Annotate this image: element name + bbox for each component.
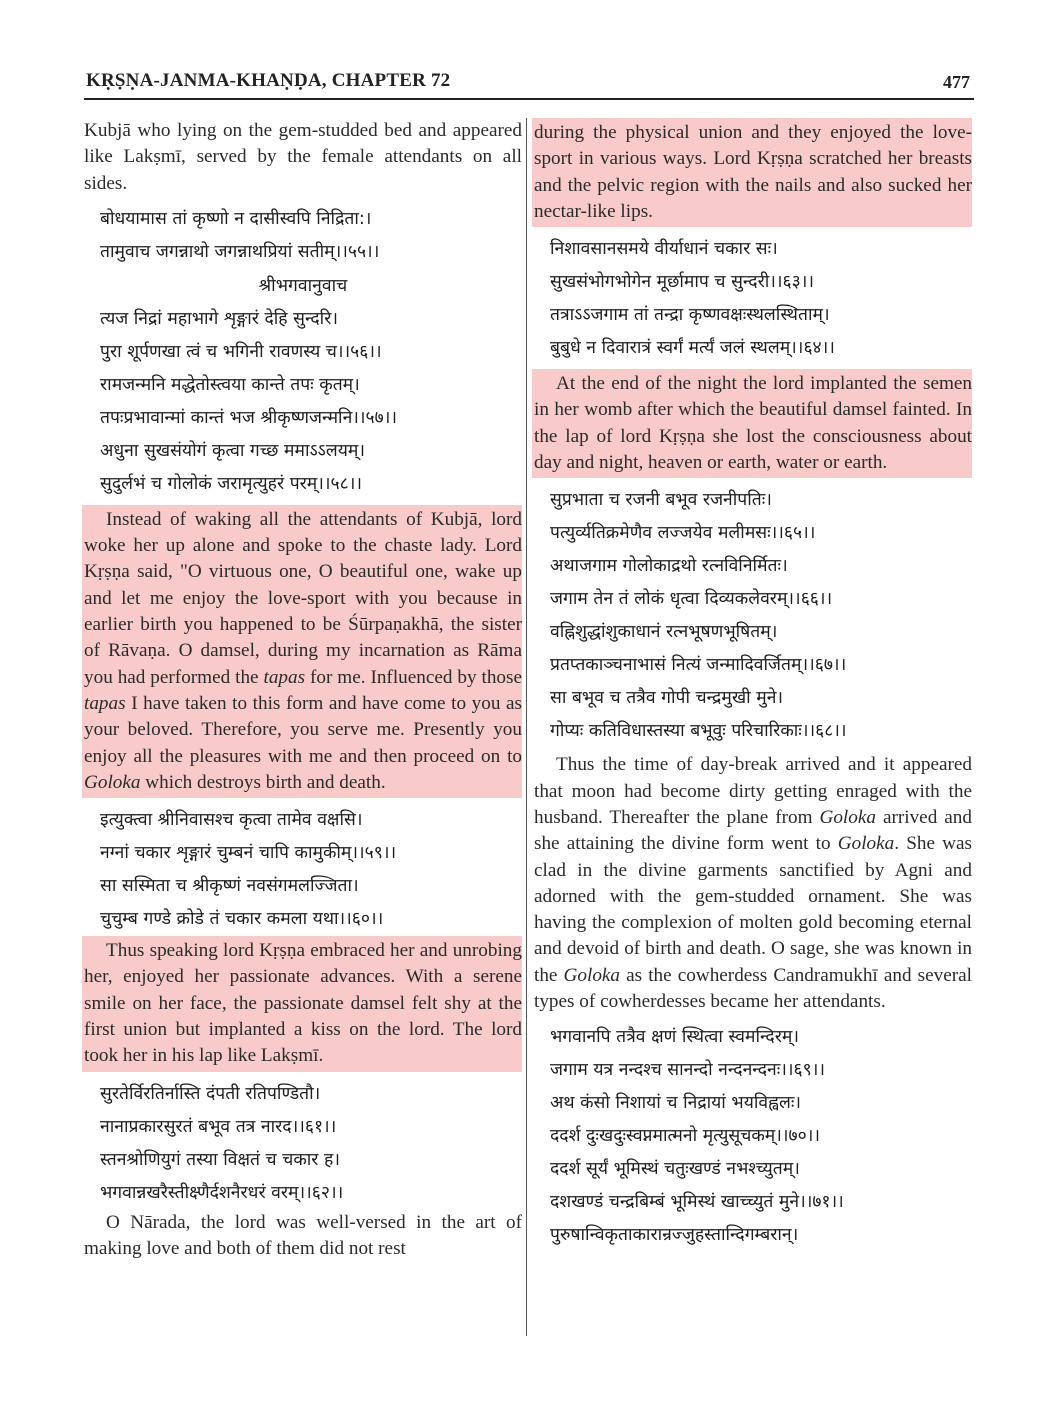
verse-line: पुरुषान्विकृताकारान्रज्जुहस्तान्दिगम्बरान्।	[550, 1225, 799, 1246]
verse-block-55	[84, 203, 522, 269]
verse-block-63-64	[534, 233, 972, 365]
text-run: arrived and she attaining the divine form went to	[534, 806, 972, 855]
right-column	[534, 118, 972, 1252]
paragraph-narada: O Nārada, the lord was well-versed in the art of making love and both of them did not rest	[84, 1211, 522, 1259]
verse-line: बुबुधे न दिवारात्रं स्वर्गं मर्त्यं जलं स्थलम्।।६४।।	[550, 338, 835, 359]
verse-line: पत्युर्व्यतिक्रमेणैव लज्जयेव मलीमसः।।६५।।	[550, 523, 816, 544]
verse-block-69-71	[534, 1021, 972, 1252]
verse-line: अधुना सुखसंयोगं कृत्वा गच्छ ममाऽऽलयम्।	[100, 440, 365, 461]
verse-line: निशावसानसमये वीर्याधानं चकार सः।	[550, 239, 778, 260]
verse-line: चुचुम्ब गण्डे क्रोडे तं चकार कमला यथा।।६०।।	[100, 909, 384, 930]
verse-line: जगाम तेन तं लोकं धृत्वा दिव्यकलेवरम्।।६६।।	[550, 589, 833, 610]
text-run: for me. Influenced by those	[305, 666, 522, 688]
verse-line: ददर्श दुःखदुःस्वप्नमात्मनो मृत्युसूचकम्।।७०।।	[550, 1126, 820, 1147]
highlighted-paragraph-embrace: Thus speaking lord Kṛṣṇa embraced her and unrobing her, enjoyed her passionate advances. With a serene smile on her face, the passionate damsel felt shy at the first union but implanted a kiss on the lord. The lord took her in his lap like Lakṣmī.	[82, 936, 522, 1071]
text-run: as the cowherdess Candramukhī and several types of cowherdesses became her attendants.	[534, 964, 972, 1013]
paragraph-goloka	[534, 752, 972, 1015]
verse-line: रामजन्मनि मद्धेतोस्त्वया कान्ते तपः कृतम्।	[100, 374, 360, 395]
verse-line: सुखसंभोगभोगेन मूर्छामाप च सुन्दरी।।६३।।	[550, 272, 815, 293]
verse-line: भगवानपि तत्रैव क्षणं स्थित्वा स्वमन्दिरम्।	[550, 1027, 799, 1048]
verse-line: बोधयामास तां कृष्णो न दासीस्वपि निद्रिता:।	[100, 208, 372, 229]
column-divider	[526, 118, 527, 1336]
verse-line: पुरा शूर्पणखा त्वं च भगिनी रावणस्य च।।५६।।	[100, 341, 382, 362]
verse-line: ददर्श सूर्यं भूमिस्थं चतुःखण्डं नभश्च्युतम्।	[550, 1159, 800, 1180]
verse-line: वह्निशुद्धांशुकाधानं रत्नभूषणभूषितम्।	[550, 622, 778, 643]
text-run: I have taken to this form and have come to you as your beloved. Therefore, you serve me. Presently you enjoy all the pleasures with me and then proceed on to	[84, 692, 522, 767]
verse-line: सुप्रभाता च रजनी बभूव रजनीपतिः।	[550, 490, 772, 511]
verse-line: सा सस्मिता च श्रीकृष्णं नवसंगमलज्जिता।	[100, 876, 359, 897]
italic-term: tapas	[84, 692, 126, 714]
text-run: Thus the time of day-break arrived and it appeared that moon had become dirty getting enraged with the husband. Thereafter the plane from	[534, 754, 972, 828]
page-number: 477	[943, 72, 970, 92]
verse-line: गोप्यः कतिविधास्तस्या बभूवुः परिचारिकाः।।६८।।	[550, 721, 847, 742]
verse-block-61-62	[84, 1078, 522, 1210]
verse-line: सुदुर्लभं च गोलोकं जरामृत्युहरं परम्।।५८।।	[100, 473, 362, 494]
italic-term: tapas	[263, 666, 306, 688]
chapter-title: KṚṢṆA-JANMA-KHAṆḌA, CHAPTER 72	[86, 70, 451, 91]
italic-term: Goloka	[819, 806, 876, 828]
highlighted-paragraph-speech	[82, 505, 522, 798]
verse-line: तपःप्रभावान्मां कान्तं भज श्रीकृष्णजन्मनि।।५७।।	[100, 407, 398, 428]
verse-line: तत्राऽऽजगाम तां तन्द्रा कृष्णवक्षःस्थलस्थिताम्।	[550, 305, 830, 326]
highlighted-paragraph-night: At the end of the night the lord implanted the semen in her womb after which the beautiful damsel fainted. In the lap of lord Kṛṣṇa she lost the consciousness about day and night, heaven or earth, water or earth.	[532, 369, 972, 478]
text-run: . She was clad in the divine garments sanctified by Agni and adorned with the gem-studded ornament. She was having the complexion of molten gold becoming eternal and devoid of birth and death. O sage, she was known in the	[534, 833, 973, 986]
verse-line: भगवान्नखरैस्तीक्ष्णैर्दशनैरधरं वरम्।।६२।।	[100, 1182, 344, 1203]
italic-term: Goloka	[563, 964, 621, 986]
text-run: Instead of waking all the attendants of Kubjā, lord woke her up alone and spoke to the chaste lady. Lord Kṛṣṇa said, "O virtuous one, O beautiful one, wake up and let me enjoy the love-sport with you because in earlier birth you happened to be Śūrpaṇakhā, the sister of Rāvaṇa. O damsel, during my incarnation as Rāma you had performed the	[84, 508, 522, 688]
verse-line: नग्नां चकार शृङ्गारं चुम्बनं चापि कामुकीम्।।५९।।	[100, 843, 397, 864]
speaker-heading: श्रीभगवानुवाच	[258, 275, 348, 296]
verse-line: अथ कंसो निशायां च निद्रायां भयविह्वलः।	[550, 1093, 802, 1114]
left-column	[84, 118, 522, 1262]
paragraph-intro: Kubjā who lying on the gem-studded bed and appeared like Lakṣmī, served by the female attendants on all sides.	[84, 120, 522, 194]
running-head	[86, 68, 972, 98]
verse-line: प्रतप्तकाञ्चनाभासं नित्यं जन्मादिवर्जितम्।।६७।।	[550, 655, 847, 676]
text-run: which destroys birth and death.	[140, 771, 386, 793]
header-rule	[84, 98, 974, 100]
verse-line: सा बभूव च तत्रैव गोपी चन्द्रमुखी मुने।	[550, 688, 784, 709]
verse-block-56-58	[84, 303, 522, 501]
verse-line: त्यज निद्रां महाभागे शृङ्गारं देहि सुन्दरि।	[100, 308, 338, 329]
verse-line: सुरतेर्विरतिर्नास्ति दंपती रतिपण्डितौ।	[100, 1083, 321, 1104]
verse-block-59-60	[84, 804, 522, 936]
verse-block-65-68	[534, 484, 972, 748]
verse-line: इत्युक्त्वा श्रीनिवासश्च कृत्वा तामेव वक्षसि।	[100, 810, 363, 831]
verse-line: अथाजगाम गोलोकाद्रथो रत्नविनिर्मितः।	[550, 556, 788, 577]
verse-line: तामुवाच जगन्नाथो जगन्नाथप्रियां सतीम्।।५५।।	[100, 241, 380, 262]
verse-line: जगाम यत्र नन्दश्च सानन्दो नन्दनन्दनः।।६९।।	[550, 1060, 825, 1081]
italic-term: Goloka	[837, 833, 895, 855]
verse-line: दशखण्डं चन्द्रबिम्बं भूमिस्थं खाच्च्युतं मुने।।७१।।	[550, 1192, 844, 1213]
italic-term: Goloka	[84, 771, 141, 793]
verse-line: स्तनश्रोणियुगं तस्या विक्षतं च चकार ह।	[100, 1149, 340, 1170]
verse-line: नानाप्रकारसुरतं बभूव तत्र नारद।।६१।।	[100, 1116, 337, 1137]
highlighted-paragraph-union: during the physical union and they enjoyed the love-sport in various ways. Lord Kṛṣṇa scratched her breasts and the pelvic region with the nails and also sucked her nectar-like lips.	[532, 118, 972, 227]
